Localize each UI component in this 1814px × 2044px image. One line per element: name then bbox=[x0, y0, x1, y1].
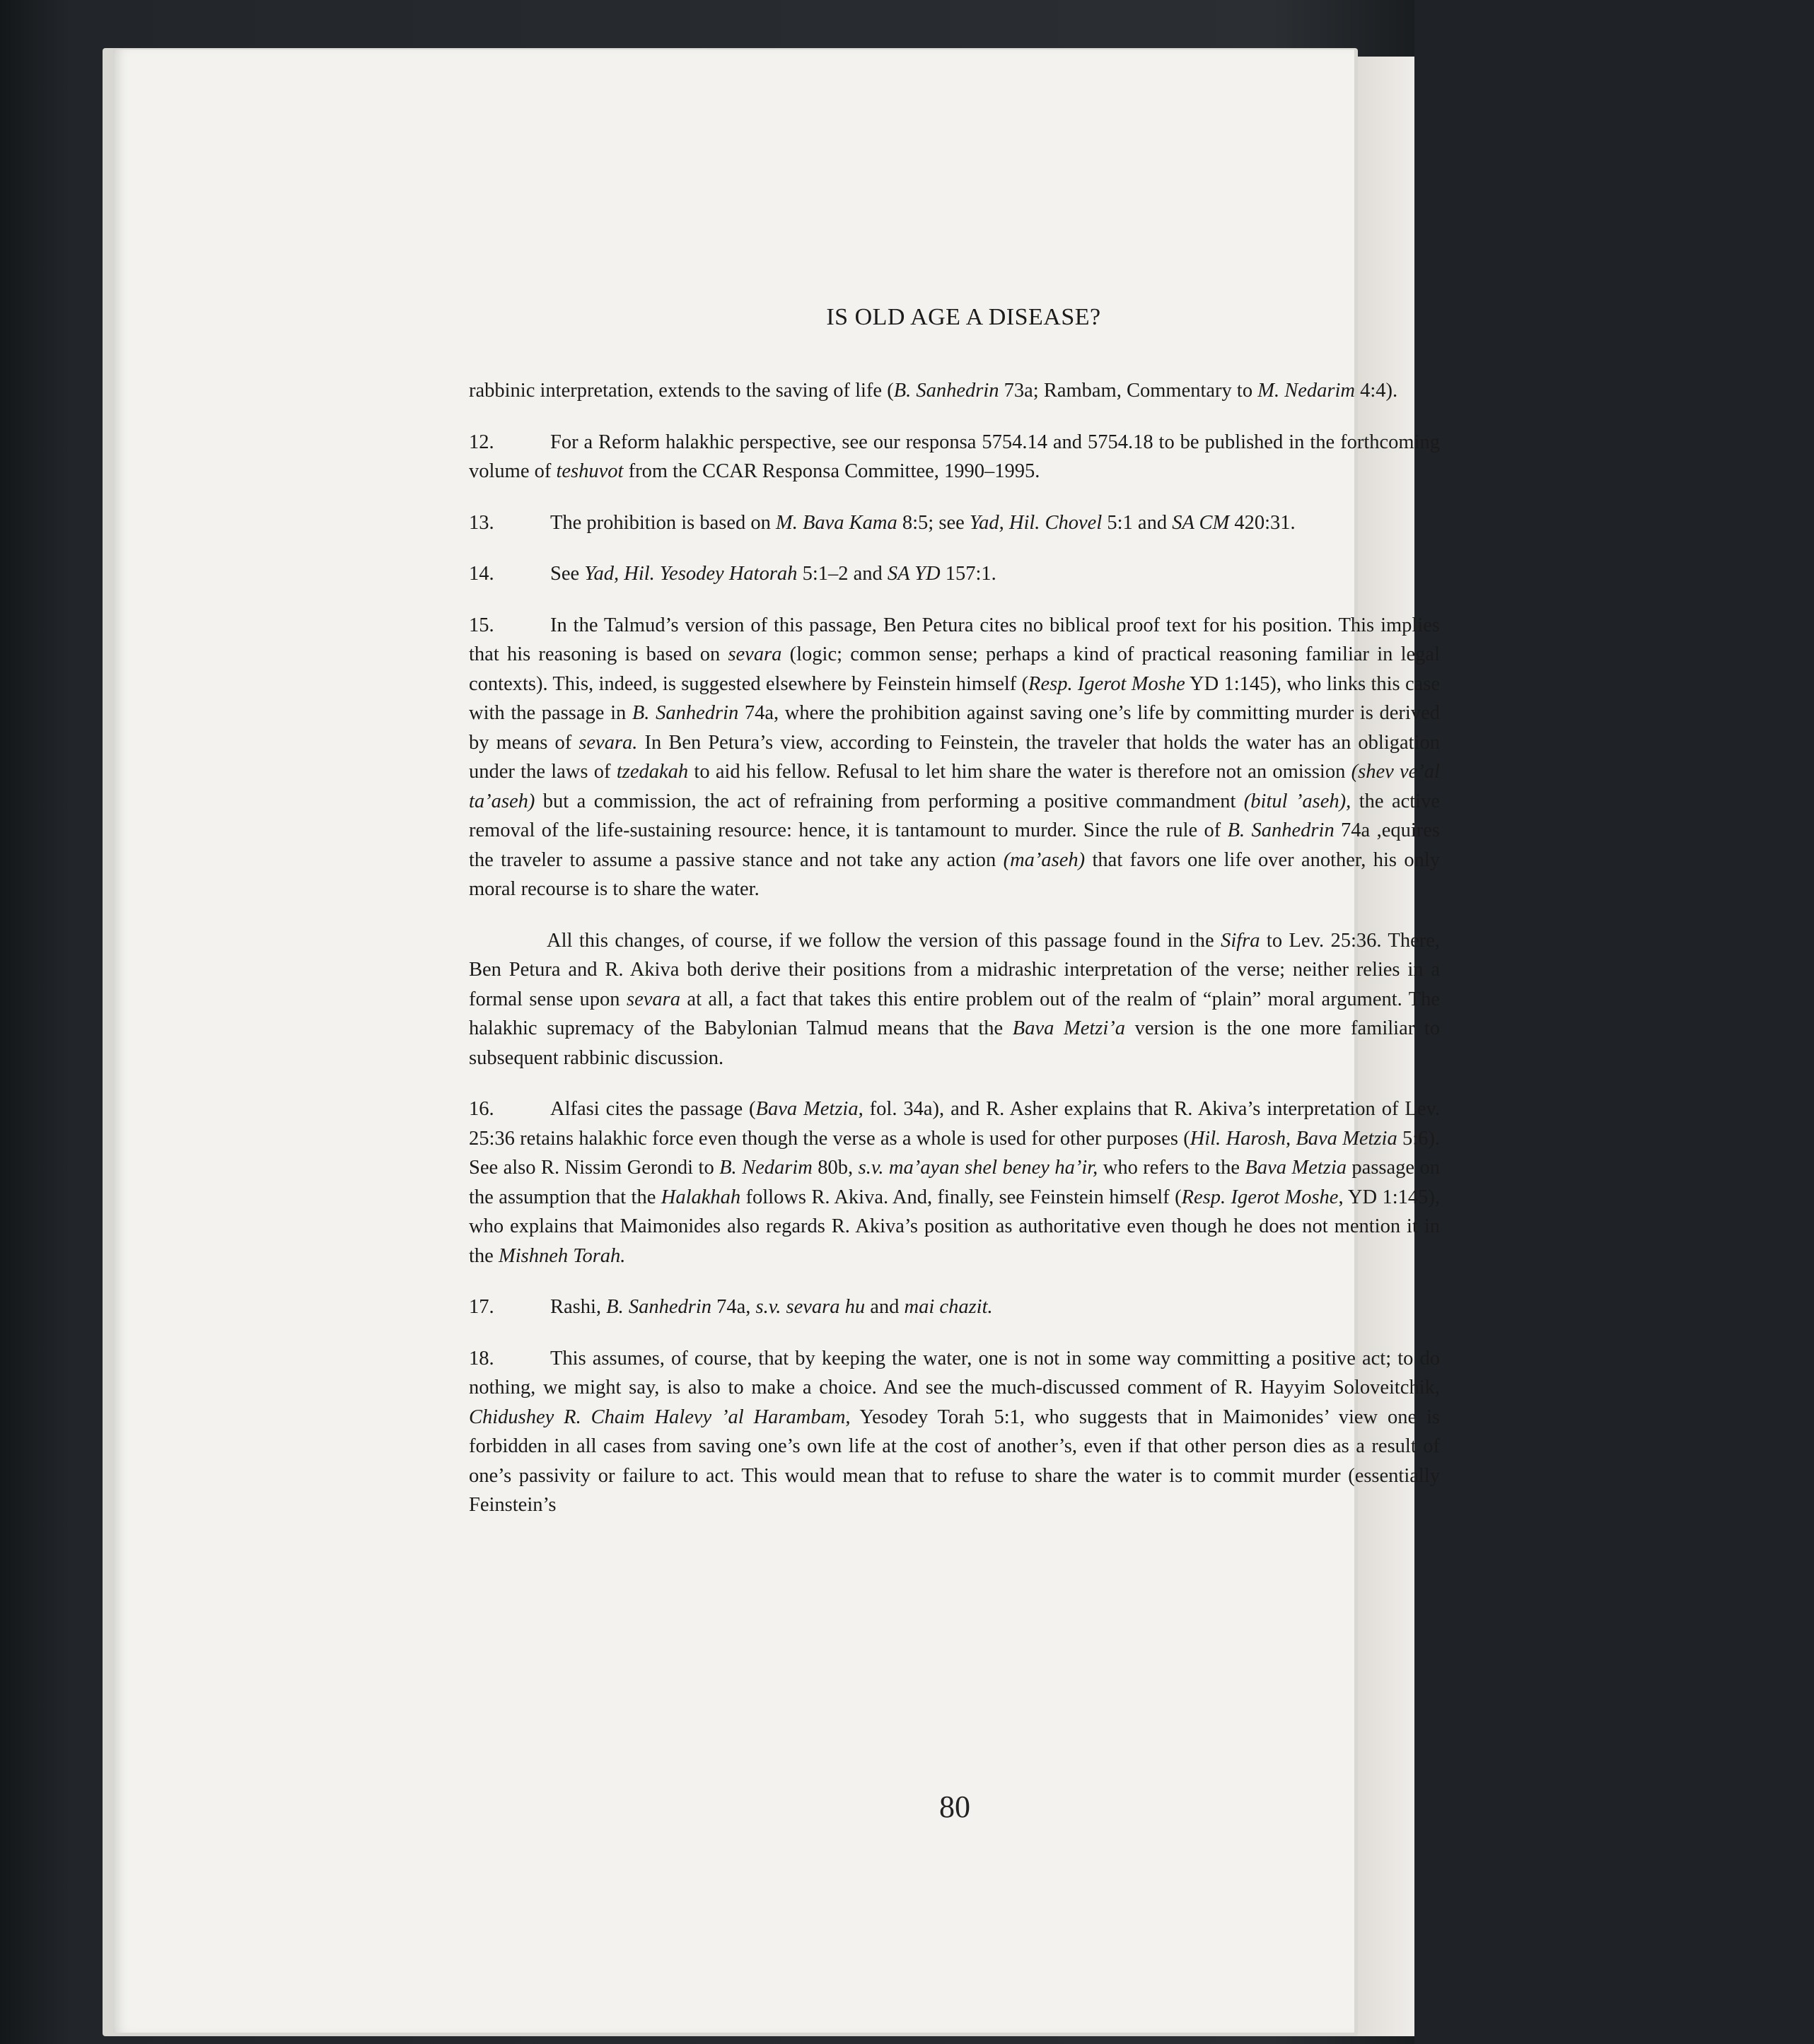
note-number: 18. bbox=[469, 1347, 494, 1370]
note-11-continuation: rabbinic interpretation, extends to the saving of life (B. Sanhedrin 73a; Rambam, Commentary to M. Nedarim 4:4). bbox=[469, 380, 1398, 402]
note-number: 13. bbox=[469, 511, 494, 534]
note-number: 17. bbox=[469, 1296, 494, 1318]
note-13: 13. The prohibition is based on M. Bava Kama 8:5; see Yad, Hil. Chovel 5:1 and SA CM 420:31. bbox=[469, 508, 1440, 538]
note-16: 16. Alfasi cites the passage (Bava Metzia, fol. 34a), and R. Asher explains that R. Akiva’s interpretation of Lev. 25:36 retains halakhic force even though the verse as a whole is used for other purposes (Hil. Harosh, Bava Metzia 5:6). See also R. Nissim Gerondi to B. Nedarim 80b, s.v. ma’ayan shel beney ha’ir, who refers to the Bava Metzia passage on the assumption that the Halakhah follows R. Akiva. And, finally, see Feinstein himself (Resp. Igerot Moshe, YD 1:145), who explains that Maimonides also regards R. Akiva’s position as authoritative even though he does not mention it in the Mishneh Torah. bbox=[469, 1094, 1440, 1271]
note-14: 14. See Yad, Hil. Yesodey Hatorah 5:1–2 and SA YD 157:1. bbox=[469, 559, 1440, 589]
note-12: 12. For a Reform halakhic perspective, see our responsa 5754.14 and 5754.18 to be published in the forthcoming volume of teshuvot from the CCAR Responsa Committee, 1990–1995. bbox=[469, 428, 1440, 486]
note-number: 12. bbox=[469, 431, 494, 453]
note-18: 18. This assumes, of course, that by keeping the water, one is not in some way committing a positive act; to do nothing, we might say, is also to make a choice. And see the much-discussed comment of R. Hayyim Soloveitchik, Chidushey R. Chaim Halevy ’al Harambam, Yesodey Torah 5:1, who suggests that in Maimonides’ view one is forbidden in all cases from saving one’s own life at the cost of another’s, even if that other person dies as a result of one’s passivity or failure to act. This would mean that to refuse to share the water is to commit murder (essentially Feinstein’s bbox=[469, 1344, 1440, 1520]
note-number: 14. bbox=[469, 563, 494, 585]
page-number: 80 bbox=[939, 1789, 970, 1824]
running-header: IS OLD AGE A DISEASE? bbox=[826, 304, 1101, 330]
note-15-second-paragraph: All this changes, of course, if we follow the version of this passage found in the Sifra to Lev. 25:36. There, Ben Petura and R. Akiva both derive their positions from a midrashic interpretation of the verse; neither relies in a formal sense upon sevara at all, a fact that takes this entire problem out of the realm of “plain” moral argument. The halakhic supremacy of the Babylonian Talmud means that the Bava Metzi’a version is the one more familiar to subsequent rabbinic discussion. bbox=[469, 929, 1441, 1069]
note-17: 17. Rashi, B. Sanhedrin 74a, s.v. sevara hu and mai chazit. bbox=[469, 1292, 1440, 1322]
note-15: 15. In the Talmud’s version of this passage, Ben Petura cites no biblical proof text for his position. This implies that his reasoning is based on sevara (logic; common sense; perhaps a kind of practical reasoning familiar in legal contexts). This, indeed, is suggested elsewhere by Feinstein himself (Resp. Igerot Moshe YD 1:145), who links this case with the passage in B. Sanhedrin 74a, where the prohibition against saving one’s life by committing murder is derived by means of sevara. In Ben Petura’s view, according to Feinstein, the traveler that holds the water has an obligation under the laws of tzedakah to aid his fellow. Refusal to let him share the water is therefore not an omission (shev ve’al ta’aseh) but a commission, the act of refraining from performing a positive commandment (bitul ’aseh), the active removal of the life-sustaining resource: hence, it is tantamount to murder. Since the rule of B. Sanhedrin 74a ,equires the traveler to assume a passive stance and not take any action (ma’aseh) that favors one life over another, his only moral recourse is to share the water. bbox=[469, 611, 1440, 904]
note-number: 16. bbox=[469, 1098, 494, 1120]
book-page bbox=[113, 49, 1441, 2033]
endnotes-block bbox=[469, 376, 1440, 1542]
note-number: 15. bbox=[469, 614, 494, 636]
